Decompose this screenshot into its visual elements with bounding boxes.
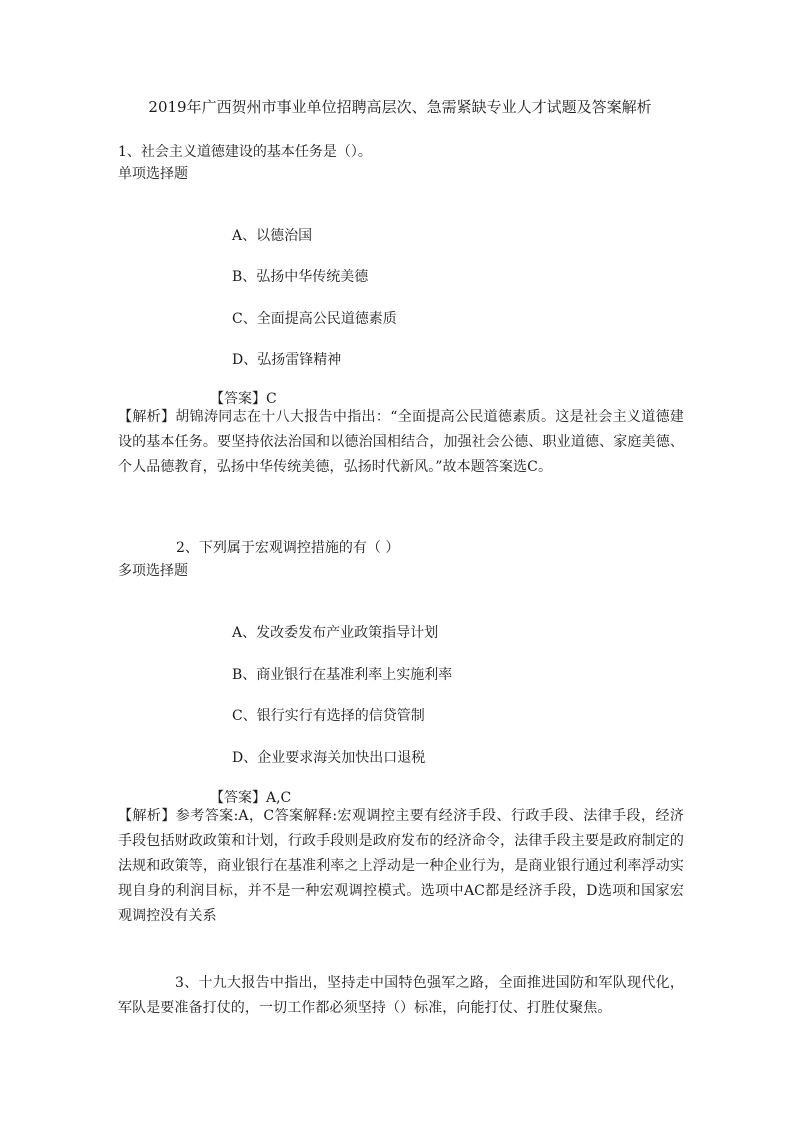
- question-1-answer: 【答案】C: [210, 391, 277, 407]
- question-2-option-a: A、发改委发布产业政策指导计划: [232, 625, 439, 641]
- question-1-explanation: 【解析】胡锦涛同志在十八大报告中指出：“全面提高公民道德素质。这是社会主义道德建设的基本任务。要坚持依法治国和以德治国相结合，加强社会公德、职业道德、家庭美德、个人品德教育，弘扬中华传统美德，弘扬时代新风。”故本题答案选C。: [118, 409, 684, 475]
- question-1-option-a: A、以德治国: [232, 228, 313, 244]
- question-3-stem: 3、十九大报告中指出，坚持走中国特色强军之路，全面推进国防和军队现代化，军队是要准备打仗的，一切工作都必须坚持（）标准，向能打仗、打胜仗聚焦。: [118, 975, 684, 1016]
- question-2-type: 多项选择题: [118, 563, 188, 579]
- question-1-option-b: B、弘扬中华传统美德: [232, 269, 369, 285]
- question-2-option-d: D、企业要求海关加快出口退税: [232, 750, 426, 766]
- question-1-type: 单项选择题: [118, 166, 188, 182]
- question-1-stem: 1、社会主义道德建设的基本任务是（）。: [118, 144, 372, 160]
- question-2-option-c: C、银行实行有选择的信贷管制: [232, 708, 425, 724]
- question-2-explanation: 【解析】参考答案:A，C答案解释:宏观调控主要有经济手段、行政手段、法律手段，经济手段包括财政政策和计划，行政手段则是政府发布的经济命令，法律手段主要是政府制定的法规和政策等，商业银行在基准利率之上浮动是一种企业行为，是商业银行通过利率浮动实现自身的利润目标，并不是一种宏观调控模式。选项中AC都是经济手段，D选项和国家宏观调控没有关系: [118, 808, 684, 924]
- question-1-option-c: C、全面提高公民道德素质: [232, 311, 397, 327]
- question-1-option-d: D、弘扬雷锋精神: [232, 352, 342, 368]
- question-2-answer: 【答案】A,C: [210, 790, 292, 806]
- document-title: 2019年广西贺州市事业单位招聘高层次、急需紧缺专业人才试题及答案解析: [148, 98, 652, 116]
- question-2-option-b: B、商业银行在基准利率上实施利率: [232, 667, 453, 683]
- question-2-stem: 2、下列属于宏观调控措施的有（ ）: [176, 540, 400, 556]
